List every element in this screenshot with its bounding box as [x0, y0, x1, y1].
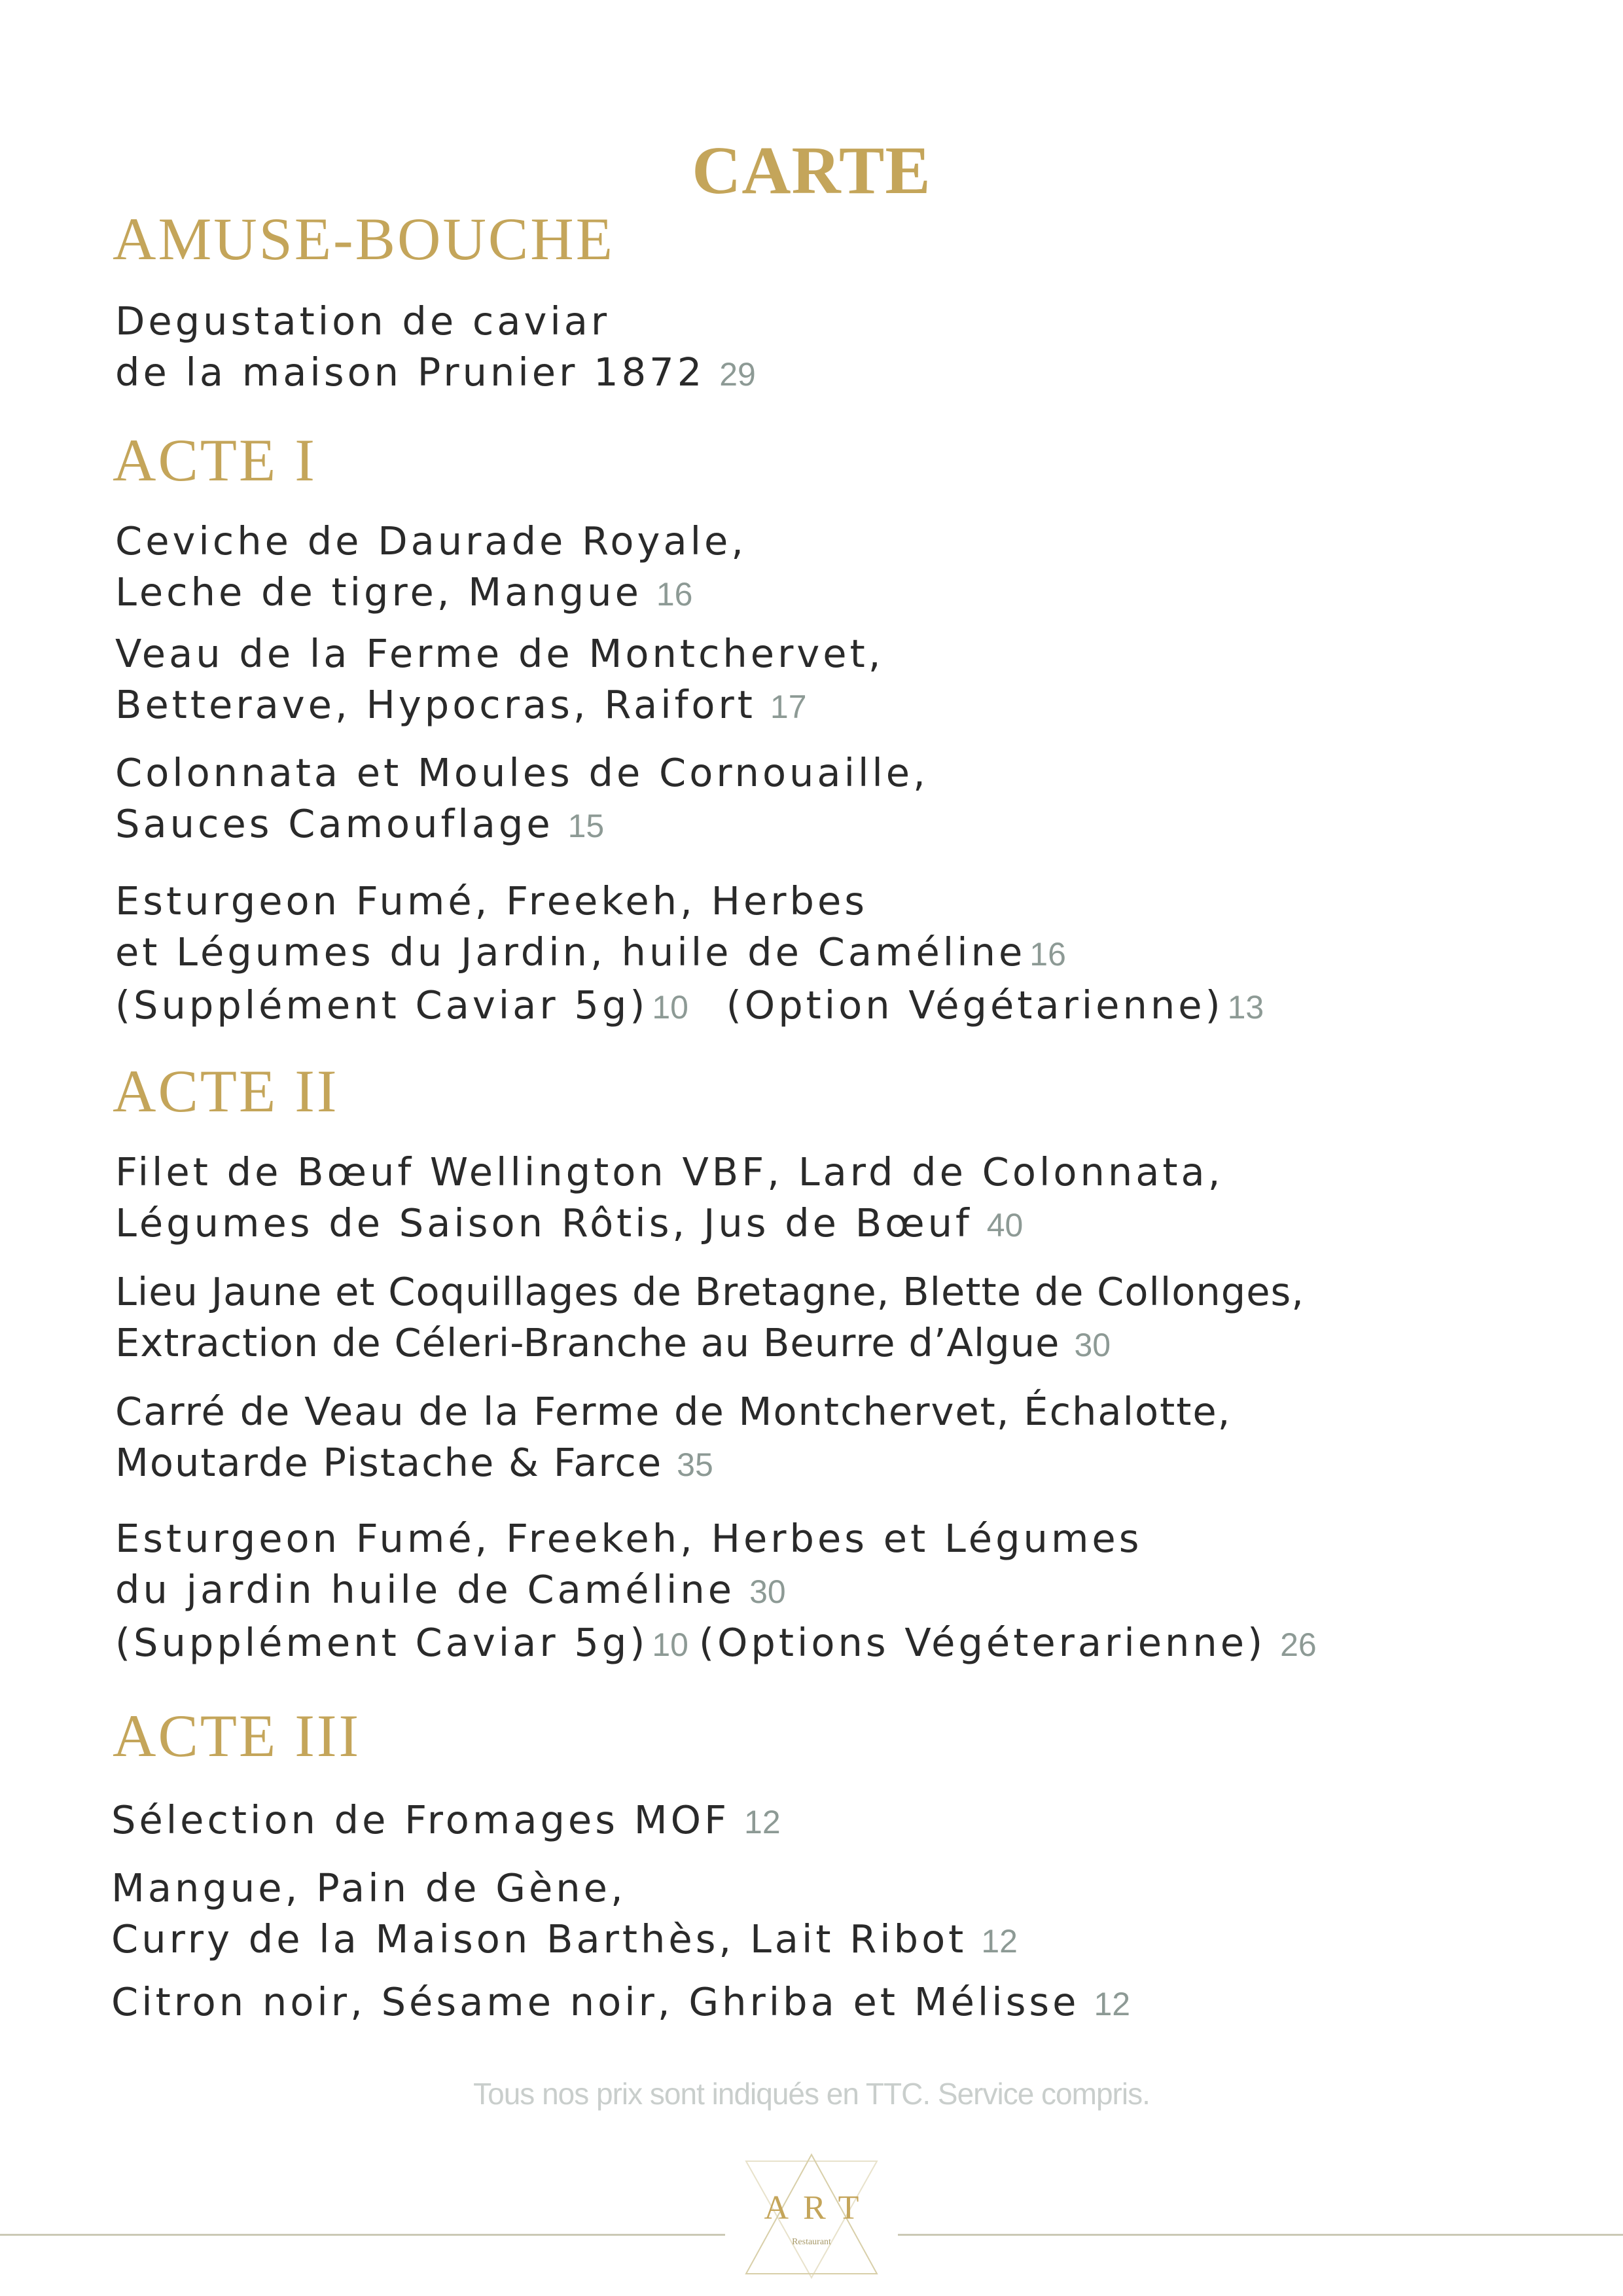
- item-line: Esturgeon Fumé, Freekeh, Herbes et Légumes: [115, 1516, 1143, 1561]
- logo-subtitle: Restaurant: [792, 2237, 831, 2247]
- item-line: Légumes de Saison Rôtis, Jus de Bœuf: [115, 1200, 972, 1246]
- item-line: Esturgeon Fumé, Freekeh, Herbes: [115, 878, 868, 924]
- item-price: 16: [1029, 936, 1066, 973]
- item-line: et Légumes du Jardin, huile de Caméline: [115, 929, 1026, 975]
- menu-item: [115, 516, 747, 620]
- item-line: Moutarde Pistache & Farce: [115, 1440, 663, 1485]
- menu-item: [111, 1977, 1130, 2030]
- item-supplement: (Supplément Caviar 5g): [115, 982, 649, 1028]
- section-title-acte-3: ACTE III: [113, 1702, 361, 1769]
- item-line: Citron noir, Sésame noir, Ghriba et Mélisse: [111, 1979, 1080, 2024]
- item-price: 17: [770, 689, 807, 725]
- option-price: 26: [1280, 1626, 1317, 1663]
- section-title-acte-2: ACTE II: [113, 1058, 339, 1124]
- item-line: Colonnata et Moules de Cornouaille,: [115, 750, 929, 795]
- menu-item: [115, 876, 1264, 1033]
- menu-item: [115, 1386, 1231, 1490]
- item-price: 40: [986, 1207, 1024, 1244]
- item-line: de la maison Prunier 1872: [115, 350, 705, 395]
- item-line: Mangue, Pain de Gène,: [111, 1865, 626, 1910]
- menu-item: [115, 1513, 1317, 1670]
- item-price: 30: [749, 1573, 786, 1610]
- footer-note: Tous nos prix sont indiqués en TTC. Service compris.: [473, 2077, 1150, 2111]
- page-title: CARTE: [692, 133, 931, 208]
- menu-item: [115, 1266, 1304, 1371]
- item-line: Filet de Bœuf Wellington VBF, Lard de Colonnata,: [115, 1149, 1224, 1194]
- menu-item: [115, 628, 883, 732]
- item-price: 12: [1094, 1986, 1131, 2022]
- section-title-acte-1: ACTE I: [113, 427, 317, 493]
- menu-item: [111, 1795, 781, 1848]
- item-line: Veau de la Ferme de Montchervet,: [115, 631, 884, 676]
- item-line: Degustation de caviar: [115, 298, 611, 344]
- logo-letters: ART: [764, 2189, 874, 2227]
- item-line: Sauces Camouflage: [115, 801, 554, 846]
- item-price: 30: [1074, 1327, 1111, 1363]
- item-line: Extraction de Céleri-Branche au Beurre d’Algue: [115, 1320, 1060, 1365]
- item-supplement: (Supplément Caviar 5g): [115, 1620, 649, 1665]
- restaurant-logo: [738, 2152, 885, 2280]
- item-line: Ceviche de Daurade Royale,: [115, 518, 747, 564]
- section-title-amuse-bouche: AMUSE-BOUCHE: [113, 206, 615, 272]
- item-line: Betterave, Hypocras, Raifort: [115, 682, 756, 727]
- item-line: Lieu Jaune et Coquillages de Bretagne, Blette de Collonges,: [115, 1269, 1304, 1314]
- item-option: (Options Végéterarienne): [698, 1620, 1266, 1665]
- menu-item: [115, 296, 756, 400]
- item-line: Carré de Veau de la Ferme de Montchervet, Échalotte,: [115, 1389, 1232, 1434]
- item-line: Sélection de Fromages MOF: [111, 1797, 730, 1842]
- item-price: 29: [719, 356, 756, 393]
- item-line: Leche de tigre, Mangue: [115, 569, 642, 615]
- footer-rule-right: [898, 2234, 1623, 2236]
- footer-rule-left: [0, 2234, 725, 2236]
- item-option: (Option Végétarienne): [726, 982, 1224, 1028]
- menu-item: [115, 747, 929, 852]
- item-line: du jardin huile de Caméline: [115, 1567, 736, 1612]
- item-price: 35: [677, 1446, 713, 1483]
- supplement-price: 10: [652, 989, 688, 1026]
- option-price: 13: [1227, 989, 1264, 1026]
- menu-item: [111, 1863, 1018, 1967]
- menu-item: [115, 1147, 1223, 1251]
- item-price: 15: [567, 808, 605, 844]
- item-price: 16: [656, 576, 693, 613]
- item-line: Curry de la Maison Barthès, Lait Ribot: [111, 1916, 967, 1962]
- item-price: 12: [744, 1804, 781, 1840]
- item-price: 12: [981, 1923, 1018, 1960]
- supplement-price: 10: [652, 1626, 688, 1663]
